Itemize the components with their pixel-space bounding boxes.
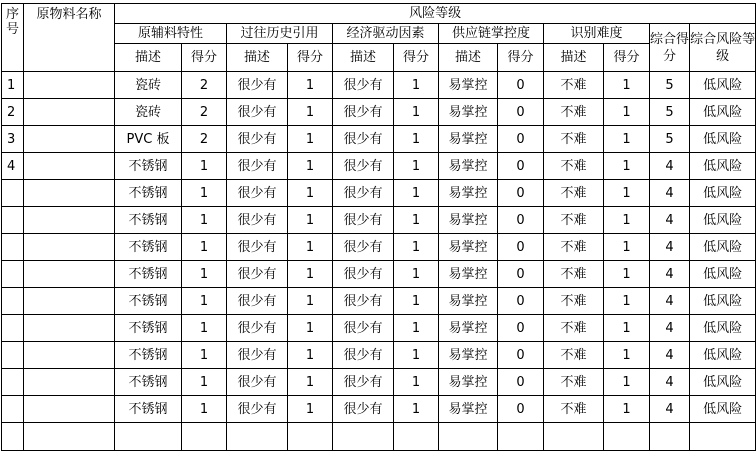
supply-chain-score-cell: 0: [498, 288, 544, 315]
characteristic-desc-cell: 不锈钢: [115, 396, 182, 423]
supply-chain-score-cell: [498, 423, 544, 451]
identification-desc-cell: 不难: [544, 153, 604, 180]
total-score-cell: 4: [650, 153, 690, 180]
material-name-cell: [24, 342, 115, 369]
characteristic-desc-cell: PVC 板: [115, 126, 182, 153]
identification-score-cell: 1: [604, 72, 650, 99]
characteristic-score-cell: 1: [182, 315, 227, 342]
economic-score-cell: 1: [394, 72, 439, 99]
supply-chain-desc-cell: 易掌控: [439, 261, 498, 288]
characteristic-score-cell: 1: [182, 261, 227, 288]
characteristic-score-cell: 1: [182, 396, 227, 423]
economic-score-cell: 1: [394, 369, 439, 396]
identification-score-cell: 1: [604, 99, 650, 126]
risk-level-cell: 低风险: [690, 396, 756, 423]
history-desc-cell: 很少有: [227, 342, 288, 369]
table-row: [2, 261, 756, 288]
history-score-cell: 1: [288, 153, 333, 180]
supply-chain-score-cell: 0: [498, 369, 544, 396]
economic-desc-cell: [333, 423, 394, 451]
supply-chain-score-cell: 0: [498, 180, 544, 207]
identification-score-cell: 1: [604, 315, 650, 342]
header-group-identification-difficulty: 识别难度: [544, 24, 650, 44]
history-desc-cell: 很少有: [227, 315, 288, 342]
identification-desc-cell: 不难: [544, 126, 604, 153]
supply-chain-desc-cell: 易掌控: [439, 342, 498, 369]
identification-score-cell: 1: [604, 342, 650, 369]
total-score-cell: 4: [650, 396, 690, 423]
risk-level-cell: 低风险: [690, 180, 756, 207]
risk-level-cell: 低风险: [690, 288, 756, 315]
seq-cell: [2, 207, 24, 234]
history-score-cell: 1: [288, 342, 333, 369]
supply-chain-desc-cell: 易掌控: [439, 207, 498, 234]
history-desc-cell: 很少有: [227, 126, 288, 153]
history-score-cell: 1: [288, 315, 333, 342]
seq-cell: [2, 261, 24, 288]
identification-score-cell: 1: [604, 396, 650, 423]
supply-chain-desc-cell: 易掌控: [439, 369, 498, 396]
risk-level-cell: 低风险: [690, 126, 756, 153]
supply-chain-score-cell: 0: [498, 72, 544, 99]
identification-score-cell: 1: [604, 234, 650, 261]
header-group-history: 过往历史引用: [227, 24, 333, 44]
risk-level-cell: 低风险: [690, 72, 756, 99]
economic-desc-cell: 很少有: [333, 72, 394, 99]
material-name-cell: [24, 261, 115, 288]
material-name-cell: [24, 396, 115, 423]
identification-desc-cell: 不难: [544, 315, 604, 342]
risk-level-cell: 低风险: [690, 315, 756, 342]
header-group-economic-drivers: 经济驱动因素: [333, 24, 439, 44]
identification-desc-cell: 不难: [544, 180, 604, 207]
supply-chain-desc-cell: 易掌控: [439, 99, 498, 126]
seq-cell: 2: [2, 99, 24, 126]
header-group-material-characteristics: 原辅料特性: [115, 24, 227, 44]
risk-level-cell: 低风险: [690, 207, 756, 234]
supply-chain-desc-cell: 易掌控: [439, 234, 498, 261]
characteristic-score-cell: 1: [182, 207, 227, 234]
seq-cell: 4: [2, 153, 24, 180]
identification-desc-cell: 不难: [544, 99, 604, 126]
total-score-cell: 4: [650, 369, 690, 396]
table-row: [2, 99, 756, 126]
seq-cell: [2, 315, 24, 342]
seq-cell: [2, 288, 24, 315]
characteristic-score-cell: 1: [182, 369, 227, 396]
risk-level-cell: 低风险: [690, 153, 756, 180]
economic-desc-cell: 很少有: [333, 288, 394, 315]
characteristic-score-cell: 1: [182, 234, 227, 261]
material-name-cell: [24, 153, 115, 180]
table-row: [2, 72, 756, 99]
history-score-cell: 1: [288, 234, 333, 261]
history-desc-cell: 很少有: [227, 207, 288, 234]
identification-score-cell: 1: [604, 288, 650, 315]
history-desc-cell: 很少有: [227, 234, 288, 261]
characteristic-desc-cell: 不锈钢: [115, 342, 182, 369]
header-score: 得分: [604, 44, 650, 72]
identification-desc-cell: 不难: [544, 288, 604, 315]
economic-desc-cell: 很少有: [333, 234, 394, 261]
table-row: [2, 153, 756, 180]
total-score-cell: 4: [650, 180, 690, 207]
characteristic-desc-cell: 不锈钢: [115, 207, 182, 234]
seq-cell: [2, 396, 24, 423]
characteristic-desc-cell: 不锈钢: [115, 288, 182, 315]
supply-chain-score-cell: 0: [498, 234, 544, 261]
table-row: [2, 288, 756, 315]
history-score-cell: 1: [288, 261, 333, 288]
table-body: [2, 72, 756, 451]
economic-score-cell: 1: [394, 126, 439, 153]
total-score-cell: 5: [650, 126, 690, 153]
header-total-score: 综合得分: [650, 24, 690, 72]
total-score-cell: 4: [650, 342, 690, 369]
history-desc-cell: 很少有: [227, 180, 288, 207]
header-desc: 描述: [333, 44, 394, 72]
total-score-cell: 4: [650, 234, 690, 261]
history-score-cell: [288, 423, 333, 451]
economic-score-cell: 1: [394, 207, 439, 234]
table-row: [2, 126, 756, 153]
total-score-cell: 5: [650, 72, 690, 99]
economic-desc-cell: 很少有: [333, 207, 394, 234]
header-group-supply-chain-control: 供应链掌控度: [439, 24, 544, 44]
material-name-cell: [24, 315, 115, 342]
header-risk-level: 风险等级: [115, 4, 756, 24]
characteristic-score-cell: [182, 423, 227, 451]
economic-score-cell: 1: [394, 288, 439, 315]
identification-score-cell: 1: [604, 180, 650, 207]
characteristic-desc-cell: 瓷砖: [115, 99, 182, 126]
economic-desc-cell: 很少有: [333, 261, 394, 288]
identification-desc-cell: 不难: [544, 207, 604, 234]
supply-chain-score-cell: 0: [498, 315, 544, 342]
supply-chain-desc-cell: 易掌控: [439, 72, 498, 99]
economic-desc-cell: 很少有: [333, 153, 394, 180]
supply-chain-score-cell: 0: [498, 342, 544, 369]
table-row: [2, 369, 756, 396]
supply-chain-score-cell: 0: [498, 261, 544, 288]
identification-score-cell: 1: [604, 369, 650, 396]
seq-cell: [2, 423, 24, 451]
seq-cell: 1: [2, 72, 24, 99]
identification-score-cell: 1: [604, 261, 650, 288]
history-score-cell: 1: [288, 369, 333, 396]
supply-chain-desc-cell: 易掌控: [439, 126, 498, 153]
economic-desc-cell: 很少有: [333, 369, 394, 396]
characteristic-score-cell: 1: [182, 180, 227, 207]
supply-chain-score-cell: 0: [498, 99, 544, 126]
history-desc-cell: 很少有: [227, 396, 288, 423]
characteristic-score-cell: 1: [182, 288, 227, 315]
characteristic-desc-cell: 不锈钢: [115, 369, 182, 396]
history-desc-cell: [227, 423, 288, 451]
history-desc-cell: 很少有: [227, 261, 288, 288]
economic-score-cell: [394, 423, 439, 451]
table-row: [2, 207, 756, 234]
seq-cell: [2, 342, 24, 369]
identification-desc-cell: 不难: [544, 369, 604, 396]
header-desc: 描述: [227, 44, 288, 72]
table-row: [2, 315, 756, 342]
identification-desc-cell: 不难: [544, 72, 604, 99]
characteristic-score-cell: 1: [182, 342, 227, 369]
characteristic-score-cell: 2: [182, 72, 227, 99]
risk-assessment-table: [1, 3, 756, 451]
identification-desc-cell: 不难: [544, 396, 604, 423]
economic-desc-cell: 很少有: [333, 99, 394, 126]
risk-level-cell: 低风险: [690, 234, 756, 261]
economic-score-cell: 1: [394, 99, 439, 126]
risk-level-cell: 低风险: [690, 261, 756, 288]
characteristic-score-cell: 2: [182, 99, 227, 126]
economic-desc-cell: 很少有: [333, 315, 394, 342]
history-desc-cell: 很少有: [227, 369, 288, 396]
supply-chain-score-cell: 0: [498, 207, 544, 234]
material-name-cell: [24, 234, 115, 261]
supply-chain-score-cell: 0: [498, 396, 544, 423]
economic-score-cell: 1: [394, 180, 439, 207]
history-desc-cell: 很少有: [227, 99, 288, 126]
material-name-cell: [24, 423, 115, 451]
economic-desc-cell: 很少有: [333, 126, 394, 153]
supply-chain-desc-cell: 易掌控: [439, 180, 498, 207]
characteristic-desc-cell: 不锈钢: [115, 234, 182, 261]
table-header: [2, 4, 756, 72]
total-score-cell: 4: [650, 261, 690, 288]
header-score: 得分: [498, 44, 544, 72]
header-score: 得分: [394, 44, 439, 72]
supply-chain-desc-cell: 易掌控: [439, 153, 498, 180]
seq-cell: [2, 180, 24, 207]
table-row: [2, 396, 756, 423]
risk-level-cell: 低风险: [690, 99, 756, 126]
header-seq: 序号: [2, 4, 24, 72]
total-score-cell: 4: [650, 207, 690, 234]
supply-chain-score-cell: 0: [498, 153, 544, 180]
history-desc-cell: 很少有: [227, 72, 288, 99]
material-name-cell: [24, 288, 115, 315]
history-score-cell: 1: [288, 207, 333, 234]
supply-chain-desc-cell: 易掌控: [439, 396, 498, 423]
identification-desc-cell: 不难: [544, 234, 604, 261]
supply-chain-score-cell: 0: [498, 126, 544, 153]
table-row: [2, 180, 756, 207]
identification-score-cell: [604, 423, 650, 451]
material-name-cell: [24, 126, 115, 153]
economic-desc-cell: 很少有: [333, 396, 394, 423]
risk-level-cell: [690, 423, 756, 451]
identification-score-cell: 1: [604, 153, 650, 180]
history-score-cell: 1: [288, 72, 333, 99]
history-desc-cell: 很少有: [227, 153, 288, 180]
total-score-cell: 5: [650, 99, 690, 126]
history-score-cell: 1: [288, 126, 333, 153]
table-row: [2, 234, 756, 261]
characteristic-desc-cell: 不锈钢: [115, 153, 182, 180]
total-score-cell: [650, 423, 690, 451]
history-score-cell: 1: [288, 180, 333, 207]
table-row: [2, 423, 756, 451]
seq-cell: 3: [2, 126, 24, 153]
characteristic-score-cell: 2: [182, 126, 227, 153]
identification-score-cell: 1: [604, 126, 650, 153]
characteristic-desc-cell: 不锈钢: [115, 180, 182, 207]
header-desc: 描述: [115, 44, 182, 72]
table-row: [2, 342, 756, 369]
economic-score-cell: 1: [394, 342, 439, 369]
total-score-cell: 4: [650, 315, 690, 342]
header-desc: 描述: [439, 44, 498, 72]
material-name-cell: [24, 180, 115, 207]
characteristic-desc-cell: 不锈钢: [115, 261, 182, 288]
header-material-name: 原物料名称: [24, 4, 115, 72]
header-score: 得分: [182, 44, 227, 72]
history-score-cell: 1: [288, 288, 333, 315]
material-name-cell: [24, 369, 115, 396]
header-desc: 描述: [544, 44, 604, 72]
material-name-cell: [24, 207, 115, 234]
header-score: 得分: [288, 44, 333, 72]
risk-level-cell: 低风险: [690, 342, 756, 369]
characteristic-desc-cell: [115, 423, 182, 451]
seq-cell: [2, 369, 24, 396]
history-score-cell: 1: [288, 396, 333, 423]
risk-level-cell: 低风险: [690, 369, 756, 396]
header-total-risk-level: 综合风险等级: [690, 24, 756, 72]
economic-score-cell: 1: [394, 396, 439, 423]
economic-desc-cell: 很少有: [333, 342, 394, 369]
economic-score-cell: 1: [394, 315, 439, 342]
supply-chain-desc-cell: [439, 423, 498, 451]
total-score-cell: 4: [650, 288, 690, 315]
economic-desc-cell: 很少有: [333, 180, 394, 207]
identification-desc-cell: [544, 423, 604, 451]
identification-score-cell: 1: [604, 207, 650, 234]
seq-cell: [2, 234, 24, 261]
history-score-cell: 1: [288, 99, 333, 126]
supply-chain-desc-cell: 易掌控: [439, 288, 498, 315]
identification-desc-cell: 不难: [544, 342, 604, 369]
material-name-cell: [24, 99, 115, 126]
economic-score-cell: 1: [394, 153, 439, 180]
characteristic-desc-cell: 不锈钢: [115, 315, 182, 342]
supply-chain-desc-cell: 易掌控: [439, 315, 498, 342]
economic-score-cell: 1: [394, 261, 439, 288]
history-desc-cell: 很少有: [227, 288, 288, 315]
material-name-cell: [24, 72, 115, 99]
characteristic-desc-cell: 瓷砖: [115, 72, 182, 99]
economic-score-cell: 1: [394, 234, 439, 261]
identification-desc-cell: 不难: [544, 261, 604, 288]
characteristic-score-cell: 1: [182, 153, 227, 180]
